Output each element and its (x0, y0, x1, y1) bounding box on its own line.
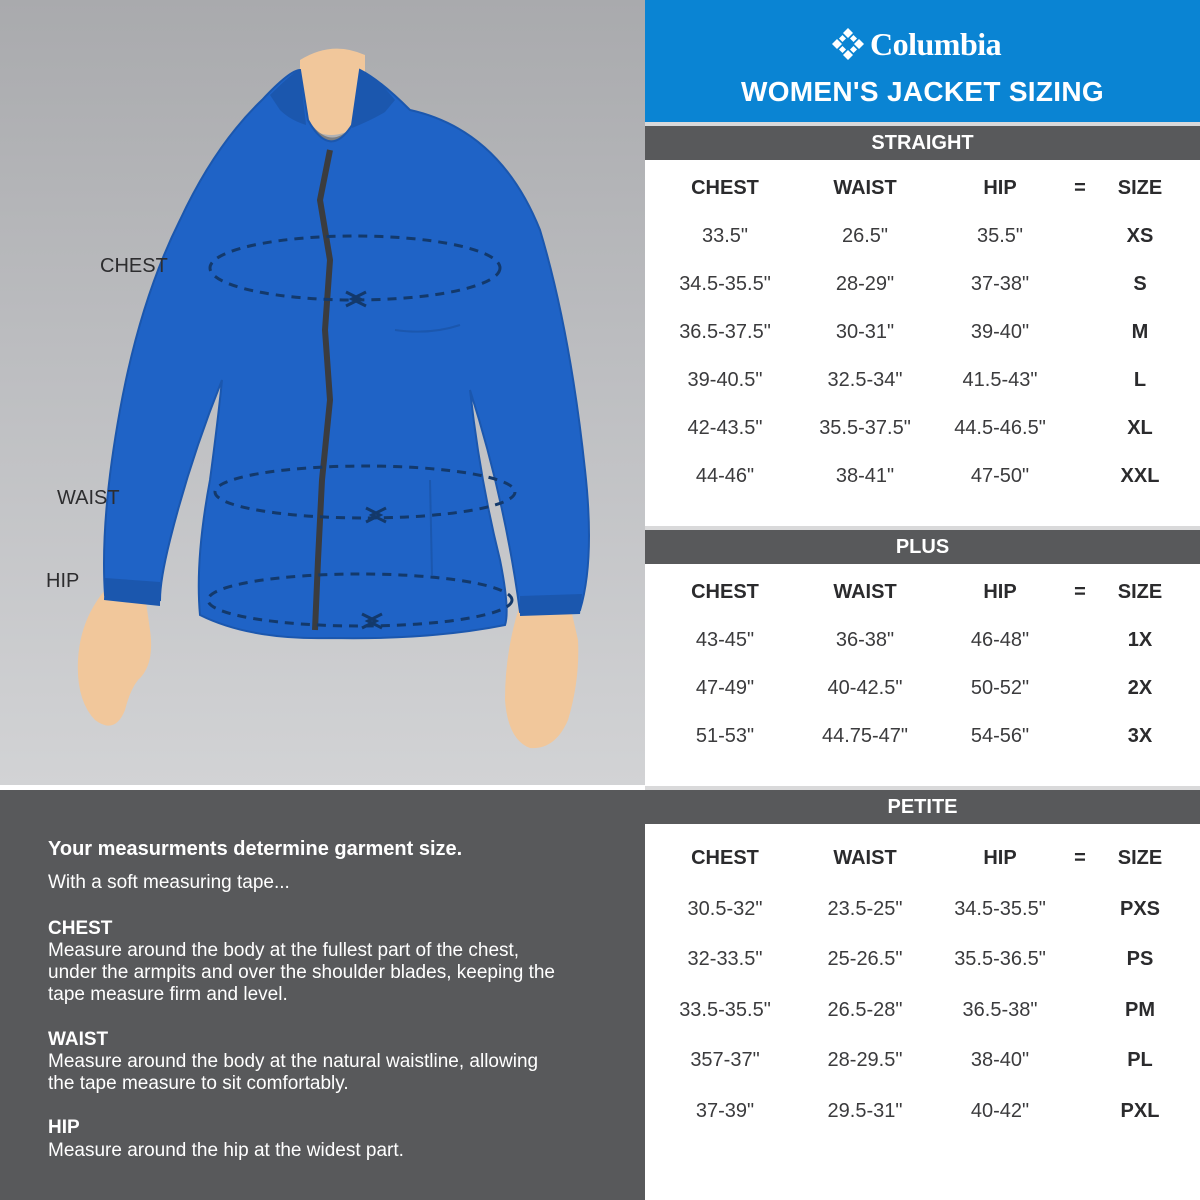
table-row (645, 408, 1200, 448)
column-header-chest: CHEST (691, 847, 759, 869)
column-header-size: SIZE (1117, 581, 1163, 603)
table-row (645, 668, 1200, 708)
instructions-chest-line: Measure around the body at the fullest part of the chest, (48, 940, 520, 961)
size-cell: XL (1127, 417, 1153, 439)
brand-logo (830, 24, 1001, 64)
chest-cell: 42-43.5" (687, 417, 763, 439)
columbia-diamond-icon (830, 26, 866, 62)
waist-cell: 25-26.5" (827, 948, 903, 970)
table-row (645, 889, 1200, 929)
instructions-chest-line: tape measure firm and level. (48, 984, 288, 1005)
table-row (645, 312, 1200, 352)
column-header-chest: CHEST (691, 177, 759, 199)
section-title-plus: PLUS (645, 530, 1200, 564)
table-row (645, 990, 1200, 1030)
instructions-waist-title: WAIST (48, 1029, 109, 1050)
hip-cell: 34.5-35.5" (954, 897, 1046, 920)
waist-cell: 29.5-31" (827, 1099, 903, 1122)
instructions-intro: With a soft measuring tape... (48, 872, 290, 893)
waist-cell: 30-31" (835, 321, 895, 343)
column-header-equals: = (1074, 847, 1086, 869)
table-row (645, 456, 1200, 496)
waist-label: WAIST (57, 487, 120, 509)
waist-cell: 23.5-25" (827, 897, 903, 920)
hip-cell: 37-38" (970, 273, 1030, 295)
column-header-hip: HIP (983, 581, 1017, 603)
instructions-chest-title: CHEST (48, 918, 113, 939)
column-header-size: SIZE (1117, 847, 1163, 869)
hip-cell: 44.5-46.5" (954, 417, 1046, 439)
table-row (645, 1091, 1200, 1131)
size-cell: L (1133, 369, 1147, 391)
size-cell: S (1133, 273, 1147, 295)
instructions-waist-line: Measure around the body at the natural waistline, allowing (48, 1051, 539, 1072)
page-title: WOMEN'S JACKET SIZING (741, 76, 1104, 107)
size-cell: PL (1127, 1049, 1153, 1071)
chest-cell: 43-45" (695, 629, 755, 651)
hip-cell: 35.5-36.5" (954, 948, 1046, 970)
chest-cell: 37-39" (695, 1099, 755, 1122)
hip-cell: 40-42" (970, 1099, 1030, 1122)
table-row (645, 264, 1200, 304)
hip-cell: 50-52" (970, 677, 1030, 699)
chest-cell: 32-33.5" (687, 948, 763, 970)
chest-cell: 47-49" (695, 677, 755, 699)
jacket-mannequin-icon (0, 0, 645, 785)
column-header-waist: WAIST (833, 581, 897, 603)
instructions-hip-title: HIP (48, 1117, 80, 1138)
chest-cell: 39-40.5" (687, 369, 763, 391)
waist-cell: 38-41" (835, 465, 895, 487)
waist-cell: 36-38" (835, 629, 895, 651)
instructions-hip-line: Measure around the hip at the widest part. (48, 1140, 404, 1161)
illustration-panel (0, 0, 645, 785)
waist-cell: 32.5-34" (827, 369, 903, 391)
size-cell: M (1131, 321, 1149, 343)
size-cell: 1X (1127, 629, 1153, 651)
brand-name: Columbia (870, 25, 1002, 62)
table-row (645, 939, 1200, 979)
size-cell: PXL (1120, 1099, 1160, 1122)
table-header-row (645, 838, 1200, 878)
size-cell: XXL (1120, 465, 1160, 487)
hip-label: HIP (46, 570, 80, 592)
waist-cell: 28-29" (835, 273, 895, 295)
hip-cell: 41.5-43" (962, 369, 1038, 391)
waist-cell: 35.5-37.5" (819, 417, 911, 439)
column-header-equals: = (1074, 581, 1086, 603)
hip-cell: 54-56" (970, 725, 1030, 747)
waist-cell: 28-29.5" (827, 1049, 903, 1071)
column-header-waist: WAIST (833, 847, 897, 869)
size-cell: PS (1126, 948, 1154, 970)
table-header-row (645, 168, 1200, 208)
instructions-waist-line: the tape measure to sit comfortably. (48, 1073, 349, 1094)
waist-cell: 40-42.5" (827, 677, 903, 699)
chest-cell: 51-53" (695, 725, 755, 747)
column-header-chest: CHEST (691, 581, 759, 603)
chest-cell: 34.5-35.5" (679, 273, 771, 295)
column-header-waist: WAIST (833, 177, 897, 199)
hip-cell: 46-48" (970, 629, 1030, 651)
chest-label: CHEST (100, 255, 168, 277)
size-cell: PXS (1119, 897, 1161, 920)
brand-header (645, 0, 1200, 122)
hip-cell: 39-40" (970, 321, 1030, 343)
size-cell: XS (1126, 225, 1154, 247)
hip-cell: 36.5-38" (962, 998, 1038, 1021)
column-header-hip: HIP (983, 177, 1017, 199)
hip-cell: 47-50" (970, 465, 1030, 487)
column-header-equals: = (1074, 177, 1086, 199)
hip-cell: 38-40" (970, 1049, 1030, 1071)
column-header-hip: HIP (983, 847, 1017, 869)
chest-cell: 36.5-37.5" (679, 321, 771, 343)
hip-cell: 35.5" (976, 225, 1024, 247)
chest-cell: 33.5" (701, 225, 749, 247)
waist-cell: 44.75-47" (821, 725, 909, 747)
waist-cell: 26.5-28" (827, 998, 903, 1021)
table-header-row (645, 572, 1200, 612)
chest-cell: 30.5-32" (687, 897, 763, 920)
size-cell: 2X (1127, 677, 1153, 699)
table-row (645, 1040, 1200, 1080)
chest-cell: 357-37" (690, 1049, 760, 1071)
instructions-headline: Your measurments determine garment size. (48, 838, 463, 860)
section-title-petite: PETITE (645, 790, 1200, 824)
size-chart-panel (645, 0, 1200, 1200)
chest-cell: 44-46" (695, 465, 755, 487)
size-cell: 3X (1127, 725, 1153, 747)
table-row (645, 620, 1200, 660)
table-row (645, 360, 1200, 400)
instructions-panel (0, 790, 645, 1200)
column-header-size: SIZE (1117, 177, 1163, 199)
waist-cell: 26.5" (841, 225, 889, 247)
table-row (645, 716, 1200, 756)
instructions-chest-line: under the armpits and over the shoulder blades, keeping the (48, 962, 555, 983)
size-cell: PM (1125, 998, 1155, 1021)
table-row (645, 216, 1200, 256)
chest-cell: 33.5-35.5" (679, 998, 771, 1021)
section-title-straight: STRAIGHT (645, 126, 1200, 160)
